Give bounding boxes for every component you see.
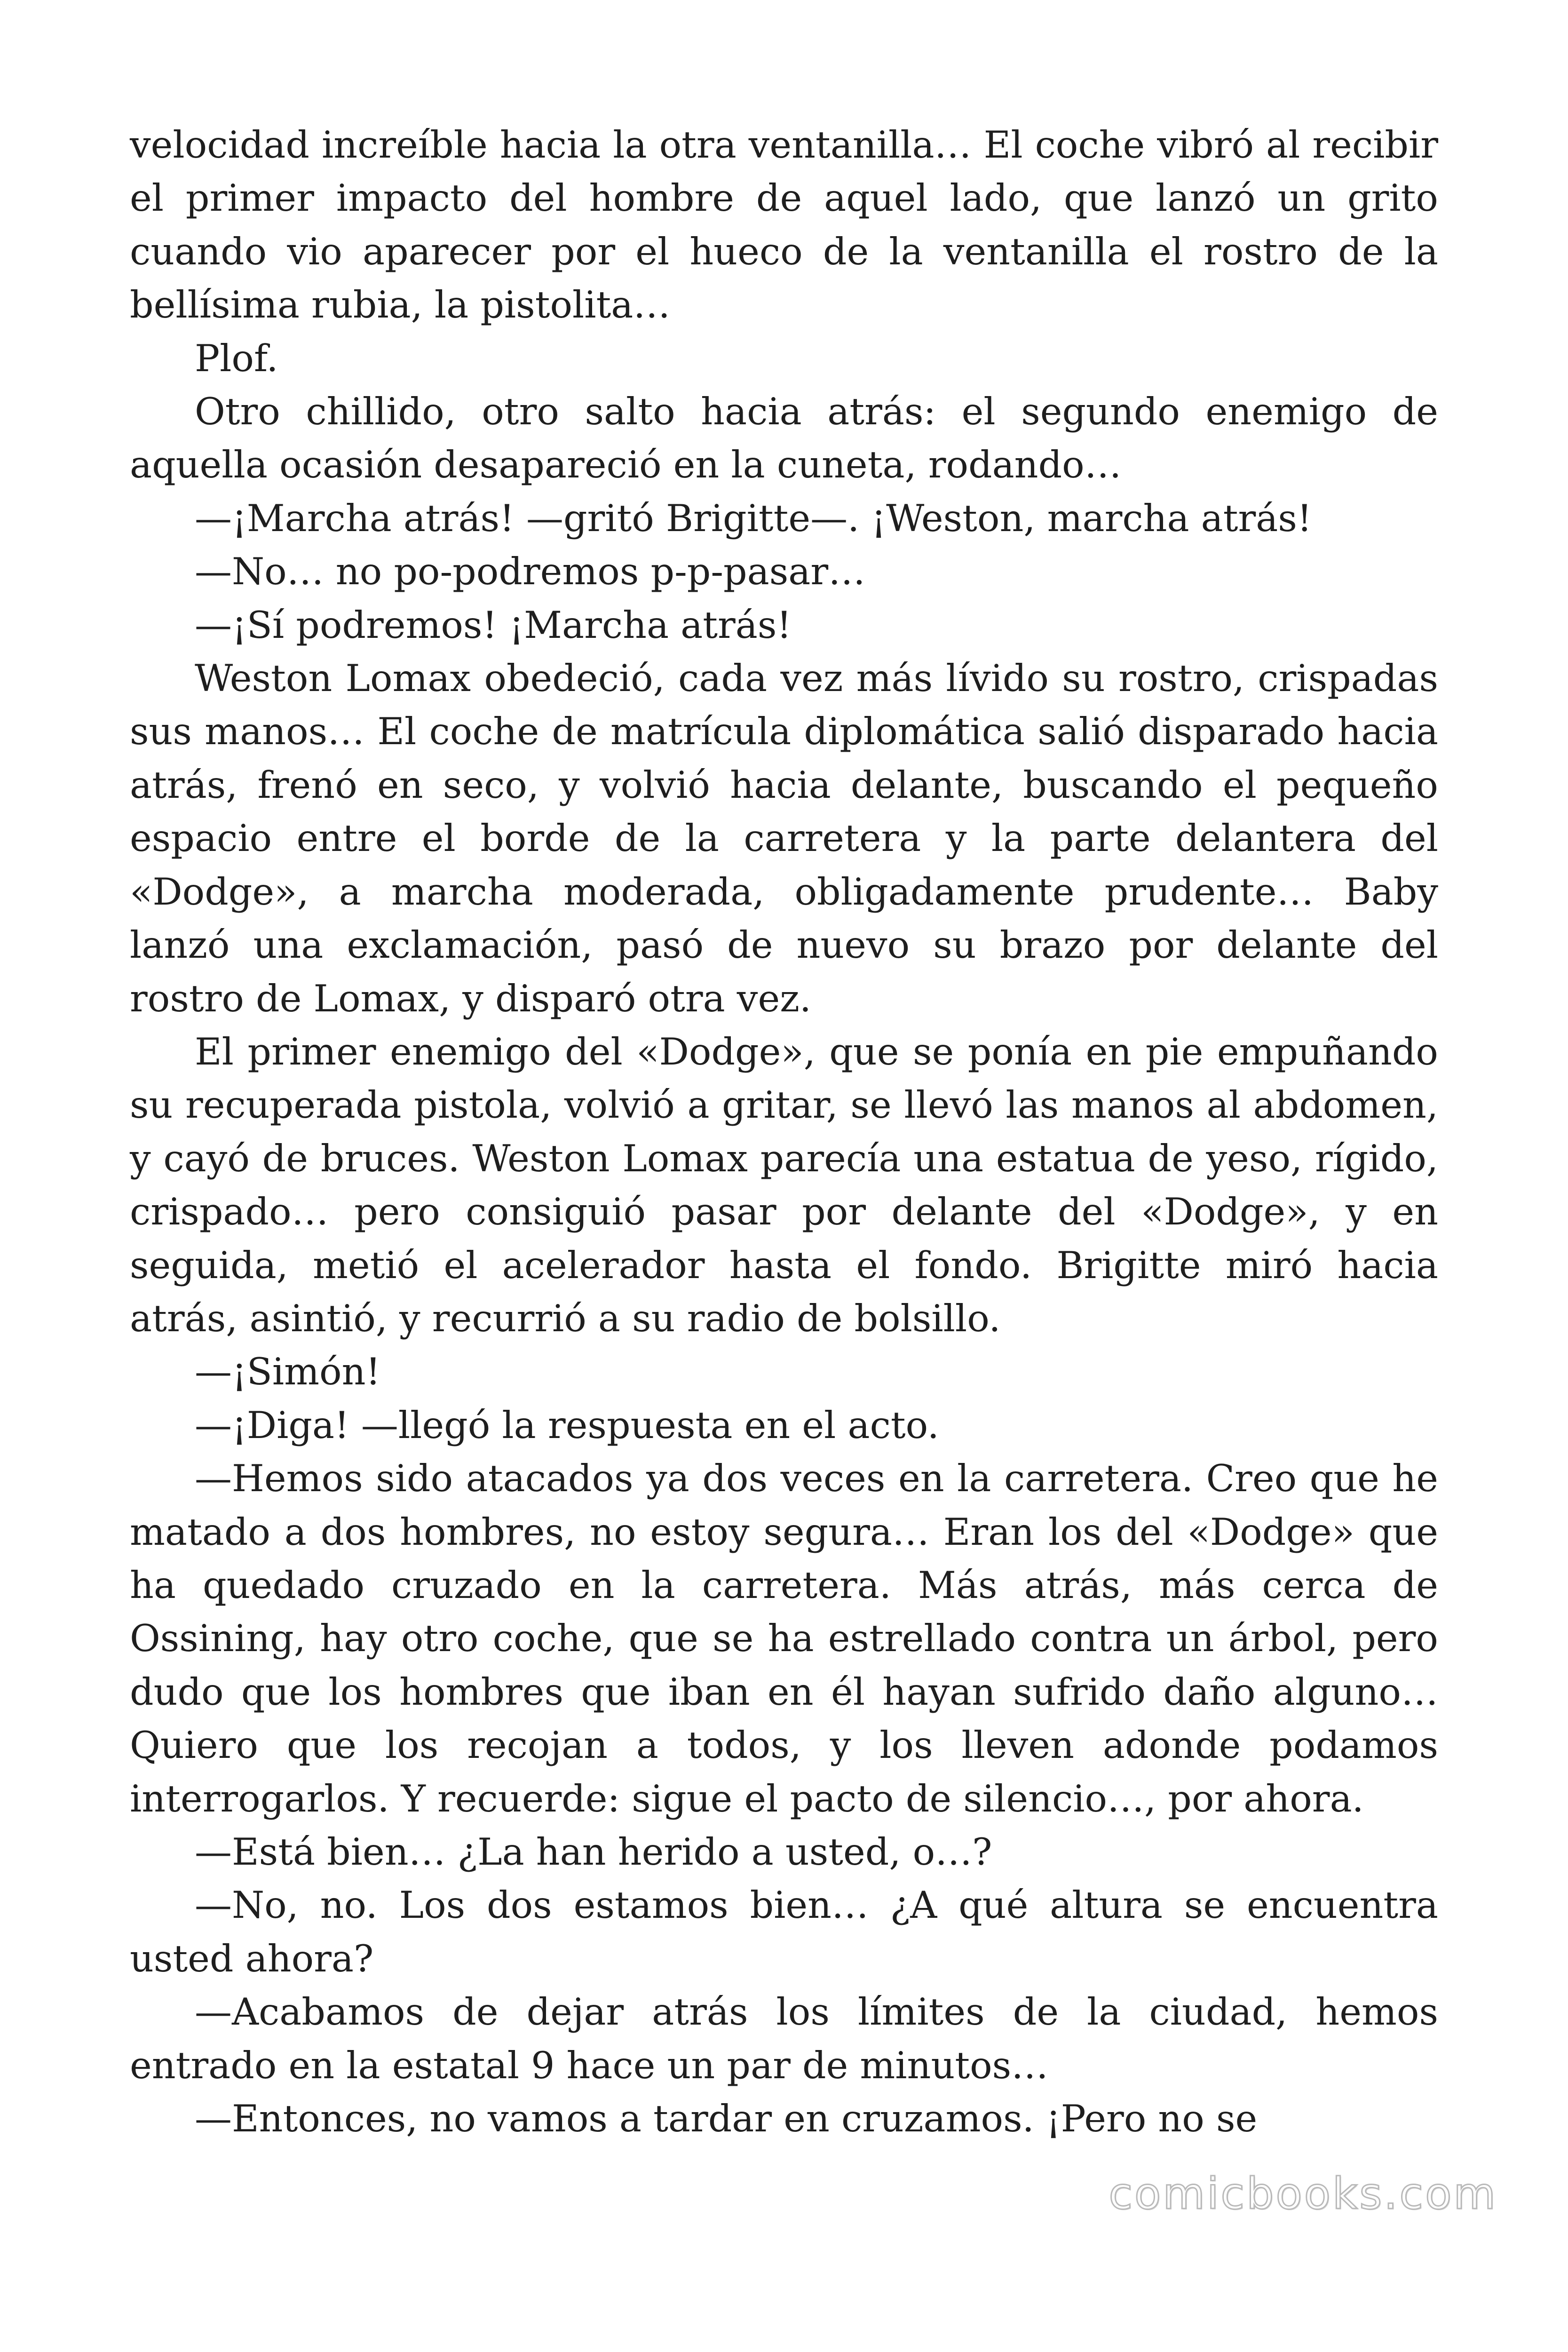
paragraph-1: velocidad increíble hacia la otra ventanilla… El coche vibró al recibir el primer impacto del hombre de aquel lado, que lanzó un grito cuando vio aparecer por el hueco de la ventanilla el rostro de la bellísima rubia, la pistolita… bbox=[130, 123, 1438, 327]
paragraph-4: —¡Marcha atrás! —gritó Brigitte—. ¡Weston, marcha atrás! bbox=[195, 496, 1312, 540]
paragraph-12: —Está bien… ¿La han herido a usted, o…? bbox=[195, 1830, 992, 1874]
paragraph-14: —Acabamos de dejar atrás los límites de la ciudad, hemos entrado en la estatal 9 hace un par de minutos… bbox=[130, 1990, 1438, 2087]
body-text bbox=[130, 119, 1438, 2145]
paragraph-2: Plof. bbox=[195, 336, 278, 380]
watermark: comicbooks.com bbox=[1109, 2169, 1497, 2219]
paragraph-5: —No… no po-podremos p-p-pasar… bbox=[195, 550, 866, 594]
paragraph-10: —¡Diga! —llegó la respuesta en el acto. bbox=[195, 1403, 939, 1447]
paragraph-8: El primer enemigo del «Dodge», que se ponía en pie empuñando su recuperada pistola, volvió a gritar, se llevó las manos al abdomen, y cayó de bruces. Weston Lomax parecía una estatua de yeso, rígido, crispado… pero consiguió pasar por delante del «Dodge», y en seguida, metió el acelerador hasta el fondo. Brigitte miró hacia atrás, asintió, y recurrió a su radio de bolsillo. bbox=[130, 1030, 1438, 1340]
paragraph-9: —¡Simón! bbox=[195, 1350, 381, 1394]
paragraph-3: Otro chillido, otro salto hacia atrás: el segundo enemigo de aquella ocasión desapareció en la cuneta, rodando… bbox=[130, 390, 1438, 487]
paragraph-7: Weston Lomax obedeció, cada vez más lívido su rostro, crispadas sus manos… El coche de matrícula diplomática salió disparado hacia atrás, frenó en seco, y volvió hacia delante, buscando el pequeño espacio entre el borde de la carretera y la parte delantera del «Dodge», a marcha moderada, obligadamente prudente… Baby lanzó una exclamación, pasó de nuevo su brazo por delante del rostro de Lomax, y disparó otra vez. bbox=[130, 657, 1438, 1020]
paragraph-15: —Entonces, no vamos a tardar en cruzamos. ¡Pero no se bbox=[195, 2097, 1258, 2141]
paragraph-6: —¡Sí podremos! ¡Marcha atrás! bbox=[195, 603, 792, 647]
paragraph-11: —Hemos sido atacados ya dos veces en la carretera. Creo que he matado a dos hombres, no estoy segura… Eran los del «Dodge» que ha quedado cruzado en la carretera. Más atrás, más cerca de Ossining, hay otro coche, que se ha estrellado contra un árbol, pero dudo que los hombres que iban en él hayan sufrido daño alguno… Quiero que los recojan a todos, y los lleven adonde podamos interrogarlos. Y recuerde: sigue el pacto de silencio…, por ahora. bbox=[130, 1457, 1438, 1820]
paragraph-13: —No, no. Los dos estamos bien… ¿A qué altura se encuentra usted ahora? bbox=[130, 1883, 1438, 1980]
